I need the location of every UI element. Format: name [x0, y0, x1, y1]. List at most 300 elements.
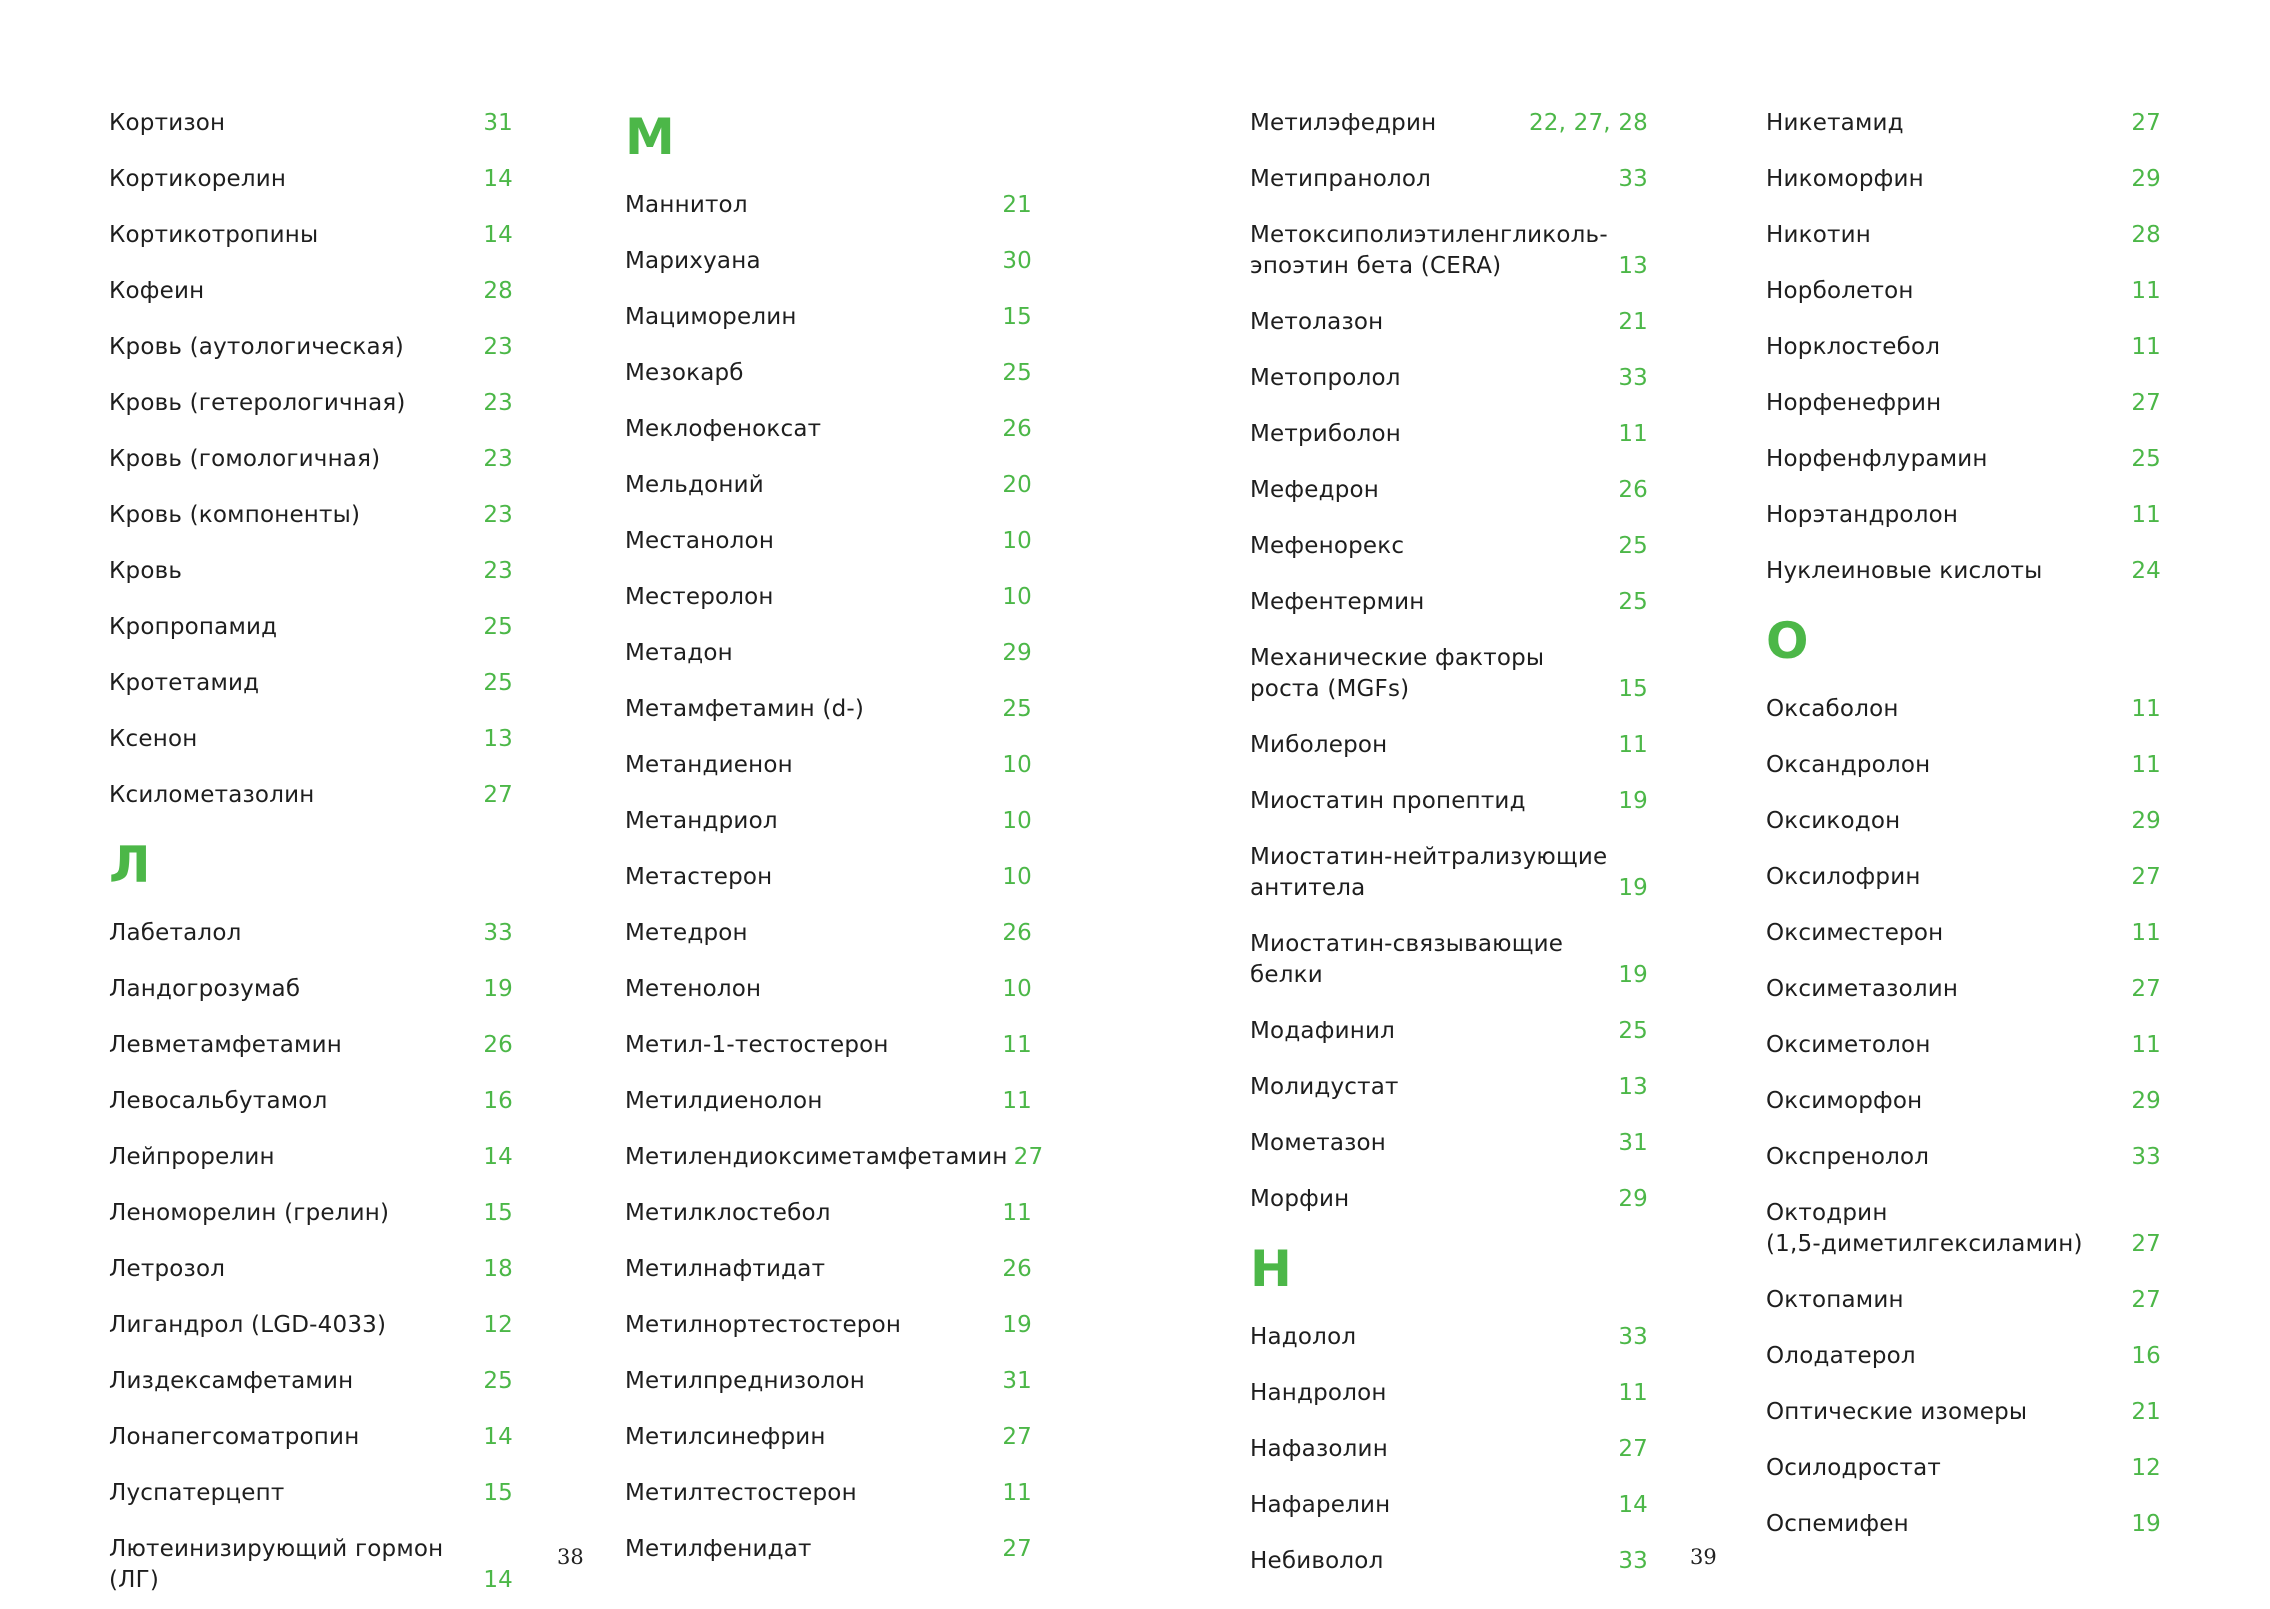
index-entry [1250, 718, 1648, 774]
entry-page-refs: 25 [483, 614, 513, 640]
entry-name: Метопролол [1250, 365, 1401, 391]
index-entry [109, 1354, 513, 1410]
index-entry [109, 152, 513, 208]
index-entry [625, 1242, 1032, 1298]
index-entry [625, 1018, 1032, 1074]
index-entry [625, 290, 1032, 346]
index-entry [1766, 1497, 2161, 1553]
entry-page-refs: 10 [1002, 584, 1032, 610]
entry-page-refs: 11 [2131, 920, 2161, 946]
index-entry [1250, 917, 1648, 1004]
index-entry [1766, 376, 2161, 432]
entry-page-refs: 15 [483, 1480, 513, 1506]
entry-page-refs: 33 [483, 920, 513, 946]
entry-page-refs: 31 [1618, 1130, 1648, 1156]
index-column-3 [1250, 96, 1648, 1590]
entry-page-refs: 21 [1002, 192, 1032, 218]
entry-name: Кровь (гетерологичная) [109, 390, 406, 416]
index-entry [625, 1186, 1032, 1242]
entry-name: Небиволол [1250, 1548, 1384, 1574]
entry-name: Леноморелин (грелин) [109, 1200, 390, 1226]
entry-name: Кортизон [109, 110, 226, 136]
index-entry [1250, 295, 1648, 351]
index-entry [1766, 738, 2161, 794]
entry-page-refs: 25 [2131, 446, 2161, 472]
index-entry [1250, 1060, 1648, 1116]
entry-name: Оптические изомеры [1766, 1399, 2028, 1425]
index-entry [625, 570, 1032, 626]
entry-name: Ксилометазолин [109, 782, 315, 808]
entry-page-refs: 11 [1618, 1380, 1648, 1406]
entry-name: Лиздексамфетамин [109, 1368, 354, 1394]
entry-page-refs: 12 [483, 1312, 513, 1338]
entry-page-refs: 21 [2131, 1399, 2161, 1425]
entry-page-refs: 15 [1618, 676, 1648, 702]
index-entry [1250, 407, 1648, 463]
index-entry [109, 1298, 513, 1354]
entry-name: Лабеталол [109, 920, 242, 946]
entry-page-refs: 10 [1002, 528, 1032, 554]
entry-page-refs: 11 [2131, 334, 2161, 360]
entry-name: Оксиметолон [1766, 1032, 1931, 1058]
index-entry [1250, 351, 1648, 407]
entry-page-refs: 29 [2131, 1088, 2161, 1114]
entry-name: Метандриол [625, 808, 778, 834]
entry-page-refs: 14 [1618, 1492, 1648, 1518]
entry-name: Молидустат [1250, 1074, 1399, 1100]
index-entry [109, 320, 513, 376]
index-entry [1766, 1385, 2161, 1441]
index-column-4 [1766, 96, 2161, 1553]
entry-page-refs: 29 [2131, 166, 2161, 192]
index-entry [1766, 544, 2161, 600]
entry-page-refs: 26 [1618, 477, 1648, 503]
index-entry [1250, 1478, 1648, 1534]
entry-name: Оксикодон [1766, 808, 1901, 834]
index-entry [1250, 1366, 1648, 1422]
index-entry [625, 1298, 1032, 1354]
entry-page-refs: 11 [2131, 278, 2161, 304]
index-entry [1766, 152, 2161, 208]
entry-name: Кровь [109, 558, 183, 584]
index-entry [1250, 631, 1648, 718]
entry-page-refs: 11 [2131, 1032, 2161, 1058]
entry-name: Норфенфлурамин [1766, 446, 1988, 472]
entry-name: Оксиметазолин [1766, 976, 1959, 1002]
entry-page-refs: 23 [483, 558, 513, 584]
index-entry [1766, 1186, 2161, 1273]
entry-page-refs: 11 [1618, 421, 1648, 447]
entry-name: Кровь (гомологичная) [109, 446, 381, 472]
entry-page-refs: 14 [483, 222, 513, 248]
entry-page-refs: 25 [483, 1368, 513, 1394]
entry-page-refs: 14 [483, 1567, 513, 1593]
index-entry [109, 1522, 513, 1609]
entry-page-refs: 27 [1013, 1144, 1044, 1170]
entry-page-refs: 11 [1002, 1200, 1032, 1226]
entry-page-refs: 11 [1002, 1088, 1032, 1114]
entry-name: Кротетамид [109, 670, 260, 696]
index-entry [1250, 575, 1648, 631]
index-entry [1766, 96, 2161, 152]
index-entry [109, 1466, 513, 1522]
index-entry [1766, 432, 2161, 488]
entry-name: Мефедрон [1250, 477, 1380, 503]
index-entry [625, 346, 1032, 402]
entry-name: Местеролон [625, 584, 774, 610]
index-entry [1766, 794, 2161, 850]
entry-name: Никотин [1766, 222, 1871, 248]
index-entry [625, 682, 1032, 738]
entry-page-refs: 10 [1002, 808, 1032, 834]
index-entry [109, 96, 513, 152]
entry-page-refs: 23 [483, 334, 513, 360]
entry-name: Метил-1-тестостерон [625, 1032, 889, 1058]
index-entry [1766, 1329, 2161, 1385]
index-entry [109, 1018, 513, 1074]
entry-name: Мезокарб [625, 360, 744, 386]
entry-name: Метамфетамин (d-) [625, 696, 865, 722]
entry-name: Лютеинизирующий гормон (ЛГ) [109, 1536, 444, 1593]
entry-page-refs: 33 [1618, 365, 1648, 391]
index-entry [625, 1466, 1032, 1522]
entry-page-refs: 28 [2131, 222, 2161, 248]
entry-page-refs: 19 [1618, 875, 1648, 901]
index-entry [1250, 1534, 1648, 1590]
entry-page-refs: 11 [1618, 732, 1648, 758]
entry-name: Метедрон [625, 920, 748, 946]
entry-page-refs: 25 [1002, 696, 1032, 722]
entry-name: Метилдиенолон [625, 1088, 823, 1114]
entry-name: Метолазон [1250, 309, 1384, 335]
entry-page-refs: 25 [1002, 360, 1032, 386]
entry-page-refs: 18 [483, 1256, 513, 1282]
entry-name: Мометазон [1250, 1130, 1387, 1156]
entry-name: Левметамфетамин [109, 1032, 342, 1058]
entry-name: Кортикотропины [109, 222, 319, 248]
entry-name: Оксандролон [1766, 752, 1931, 778]
entry-page-refs: 10 [1002, 752, 1032, 778]
entry-name: Октопамин [1766, 1287, 1904, 1313]
index-entry [1250, 1310, 1648, 1366]
entry-name: Метилнортестостерон [625, 1312, 902, 1338]
entry-name: Метриболон [1250, 421, 1402, 447]
entry-name: Ксенон [109, 726, 198, 752]
entry-name: Кортикорелин [109, 166, 287, 192]
entry-page-refs: 26 [1002, 416, 1032, 442]
page-number-right: 39 [1690, 1545, 1717, 1569]
entry-page-refs: 27 [2131, 1287, 2161, 1313]
entry-page-refs: 28 [483, 278, 513, 304]
index-entry [625, 906, 1032, 962]
entry-page-refs: 23 [483, 390, 513, 416]
entry-page-refs: 30 [1002, 248, 1032, 274]
entry-name: Окспренолол [1766, 1144, 1930, 1170]
index-entry [109, 1074, 513, 1130]
entry-name: Миостатин-связывающие белки [1250, 931, 1564, 988]
index-entry [109, 1130, 513, 1186]
entry-page-refs: 25 [1618, 1018, 1648, 1044]
index-entry [1766, 320, 2161, 376]
entry-page-refs: 11 [1002, 1480, 1032, 1506]
index-entry [1250, 830, 1648, 917]
entry-page-refs: 31 [483, 110, 513, 136]
index-entry [1766, 682, 2161, 738]
index-column-2 [625, 96, 1044, 1578]
entry-name: Мефенорекс [1250, 533, 1405, 559]
entry-page-refs: 25 [483, 670, 513, 696]
index-entry [1766, 1130, 2161, 1186]
entry-name: Метилклостебол [625, 1200, 831, 1226]
entry-name: Метилэфедрин [1250, 110, 1437, 136]
entry-name: Кровь (аутологическая) [109, 334, 404, 360]
entry-name: Метилтестостерон [625, 1480, 857, 1506]
entry-name: Миостатин пропептид [1250, 788, 1526, 814]
index-entry [109, 962, 513, 1018]
entry-page-refs: 11 [2131, 696, 2161, 722]
index-entry [625, 626, 1032, 682]
entry-name: Местанолон [625, 528, 775, 554]
entry-name: Нуклеиновые кислоты [1766, 558, 2043, 584]
index-entry [625, 514, 1032, 570]
entry-name: Механические факторы роста (MGFs) [1250, 645, 1545, 702]
entry-page-refs: 27 [1002, 1424, 1032, 1450]
entry-name: Метадон [625, 640, 733, 666]
entry-name: Норклостебол [1766, 334, 1941, 360]
entry-name: Летрозол [109, 1256, 226, 1282]
index-entry [109, 600, 513, 656]
entry-page-refs: 33 [1618, 1324, 1648, 1350]
index-entry [1766, 488, 2161, 544]
index-entry [1766, 1018, 2161, 1074]
entry-page-refs: 27 [2131, 110, 2161, 136]
entry-page-refs: 19 [1618, 788, 1648, 814]
entry-name: Кровь (компоненты) [109, 502, 361, 528]
entry-page-refs: 16 [2131, 1343, 2161, 1369]
index-entry [1250, 463, 1648, 519]
entry-page-refs: 12 [2131, 1455, 2161, 1481]
entry-page-refs: 27 [2131, 976, 2161, 1002]
entry-name: Морфин [1250, 1186, 1350, 1212]
entry-name: Метипранолол [1250, 166, 1432, 192]
entry-page-refs: 16 [483, 1088, 513, 1114]
entry-name: Оксилофрин [1766, 864, 1921, 890]
entry-page-refs: 33 [1618, 1548, 1648, 1574]
index-entry [625, 794, 1032, 850]
index-entry [109, 376, 513, 432]
entry-page-refs: 33 [2131, 1144, 2161, 1170]
entry-page-refs: 10 [1002, 976, 1032, 1002]
entry-name: Модафинил [1250, 1018, 1396, 1044]
letter-heading: М [625, 108, 675, 166]
index-entry [1250, 774, 1648, 830]
index-entry [625, 234, 1032, 290]
index-entry [625, 1354, 1032, 1410]
entry-page-refs: 15 [1002, 304, 1032, 330]
index-entry [625, 1410, 1032, 1466]
entry-name: Норболетон [1766, 278, 1914, 304]
entry-page-refs: 21 [1618, 309, 1648, 335]
index-entry [1250, 96, 1648, 152]
index-entry [109, 906, 513, 962]
entry-name: Метилпреднизолон [625, 1368, 866, 1394]
index-entry [1766, 962, 2161, 1018]
index-entry [1250, 208, 1648, 295]
entry-name: Надолол [1250, 1324, 1357, 1350]
entry-name: Оксиморфон [1766, 1088, 1923, 1114]
entry-name: Миостатин-нейтрализующие антитела [1250, 844, 1608, 901]
index-entry [1766, 264, 2161, 320]
entry-page-refs: 11 [2131, 752, 2161, 778]
index-entry [625, 962, 1032, 1018]
entry-page-refs: 19 [483, 976, 513, 1002]
entry-page-refs: 27 [2131, 864, 2161, 890]
index-entry [1766, 906, 2161, 962]
index-column-1 [109, 96, 513, 1609]
index-entry [1766, 208, 2161, 264]
entry-name: Норфенефрин [1766, 390, 1942, 416]
entry-name: Метилендиоксиметамфетамин [625, 1144, 1008, 1170]
entry-page-refs: 25 [1618, 589, 1648, 615]
entry-name: Луспатерцепт [109, 1480, 285, 1506]
entry-page-refs: 14 [483, 1144, 513, 1170]
entry-name: Метоксиполиэтиленгликоль- эпоэтин бета (CERA) [1250, 222, 1608, 279]
entry-name: Мациморелин [625, 304, 797, 330]
entry-page-refs: 31 [1002, 1368, 1032, 1394]
index-entry [109, 768, 513, 824]
entry-page-refs: 23 [483, 446, 513, 472]
entry-name: Кофеин [109, 278, 205, 304]
entry-name: Нандролон [1250, 1380, 1387, 1406]
entry-page-refs: 11 [2131, 502, 2161, 528]
index-entry [1766, 850, 2161, 906]
index-entry [625, 458, 1032, 514]
entry-page-refs: 24 [2131, 558, 2161, 584]
letter-heading: Н [1250, 1240, 1292, 1298]
entry-name: Ландогрозумаб [109, 976, 301, 1002]
entry-name: Оксаболон [1766, 696, 1899, 722]
entry-page-refs: 13 [483, 726, 513, 752]
index-entry [1250, 519, 1648, 575]
entry-page-refs: 15 [483, 1200, 513, 1226]
index-entry [1250, 1172, 1648, 1228]
entry-name: Осилодростат [1766, 1455, 1941, 1481]
entry-page-refs: 19 [2131, 1511, 2161, 1537]
entry-name: Лейпрорелин [109, 1144, 275, 1170]
index-entry [109, 432, 513, 488]
entry-name: Марихуана [625, 248, 761, 274]
index-entry [625, 1074, 1032, 1130]
index-entry [109, 488, 513, 544]
entry-name: Никоморфин [1766, 166, 1924, 192]
entry-name: Метенолон [625, 976, 762, 1002]
entry-page-refs: 22, 27, 28 [1528, 110, 1648, 136]
entry-page-refs: 33 [1618, 166, 1648, 192]
entry-name: Метандиенон [625, 752, 793, 778]
letter-heading: Л [109, 836, 151, 894]
index-entry [109, 656, 513, 712]
entry-page-refs: 29 [1002, 640, 1032, 666]
index-entry [1250, 1116, 1648, 1172]
entry-page-refs: 13 [1618, 1074, 1648, 1100]
entry-page-refs: 27 [1002, 1536, 1032, 1562]
entry-name: Левосальбутамол [109, 1088, 328, 1114]
entry-name: Олодатерол [1766, 1343, 1916, 1369]
entry-name: Оксиместерон [1766, 920, 1944, 946]
entry-name: Миболерон [1250, 732, 1388, 758]
entry-page-refs: 23 [483, 502, 513, 528]
index-entry [109, 1186, 513, 1242]
entry-page-refs: 27 [483, 782, 513, 808]
index-entry [1766, 1441, 2161, 1497]
entry-name: Норэтандролон [1766, 502, 1959, 528]
index-entry [625, 1130, 1044, 1186]
entry-page-refs: 10 [1002, 864, 1032, 890]
index-entry [1250, 1004, 1648, 1060]
entry-page-refs: 19 [1618, 962, 1648, 988]
entry-name: Нафарелин [1250, 1492, 1391, 1518]
entry-page-refs: 26 [483, 1032, 513, 1058]
index-entry [1766, 1074, 2161, 1130]
entry-page-refs: 13 [1618, 253, 1648, 279]
entry-name: Кропропамид [109, 614, 278, 640]
index-entry [1250, 1422, 1648, 1478]
index-entry [625, 402, 1032, 458]
entry-page-refs: 25 [1618, 533, 1648, 559]
index-entry [625, 850, 1032, 906]
index-entry [625, 738, 1032, 794]
entry-page-refs: 20 [1002, 472, 1032, 498]
entry-page-refs: 29 [2131, 808, 2161, 834]
index-entry [109, 264, 513, 320]
entry-page-refs: 26 [1002, 1256, 1032, 1282]
index-entry [109, 208, 513, 264]
letter-heading: О [1766, 612, 1809, 670]
index-entry [109, 544, 513, 600]
entry-name: Меклофеноксат [625, 416, 822, 442]
entry-page-refs: 19 [1002, 1312, 1032, 1338]
entry-page-refs: 11 [1002, 1032, 1032, 1058]
entry-page-refs: 27 [2131, 390, 2161, 416]
entry-name: Маннитол [625, 192, 748, 218]
entry-page-refs: 14 [483, 1424, 513, 1450]
entry-name: Октодрин (1,5-диметилгексиламин) [1766, 1200, 2083, 1257]
index-entry [109, 1242, 513, 1298]
index-entry [625, 1522, 1032, 1578]
index-entry [109, 712, 513, 768]
entry-name: Лигандрол (LGD-4033) [109, 1312, 387, 1338]
entry-name: Метастерон [625, 864, 773, 890]
entry-name: Никетамид [1766, 110, 1904, 136]
entry-page-refs: 27 [1618, 1436, 1648, 1462]
entry-page-refs: 29 [1618, 1186, 1648, 1212]
page-number-left: 38 [557, 1545, 584, 1569]
index-entry [1766, 1273, 2161, 1329]
entry-page-refs: 14 [483, 166, 513, 192]
entry-page-refs: 27 [2131, 1231, 2161, 1257]
entry-name: Мельдоний [625, 472, 764, 498]
entry-name: Метилнафтидат [625, 1256, 826, 1282]
index-entry [109, 1410, 513, 1466]
entry-page-refs: 26 [1002, 920, 1032, 946]
entry-name: Метилсинефрин [625, 1424, 826, 1450]
entry-name: Мефентермин [1250, 589, 1425, 615]
entry-name: Нафазолин [1250, 1436, 1388, 1462]
entry-name: Метилфенидат [625, 1536, 812, 1562]
entry-name: Оспемифен [1766, 1511, 1909, 1537]
entry-name: Лонапегсоматропин [109, 1424, 360, 1450]
index-entry [1250, 152, 1648, 208]
